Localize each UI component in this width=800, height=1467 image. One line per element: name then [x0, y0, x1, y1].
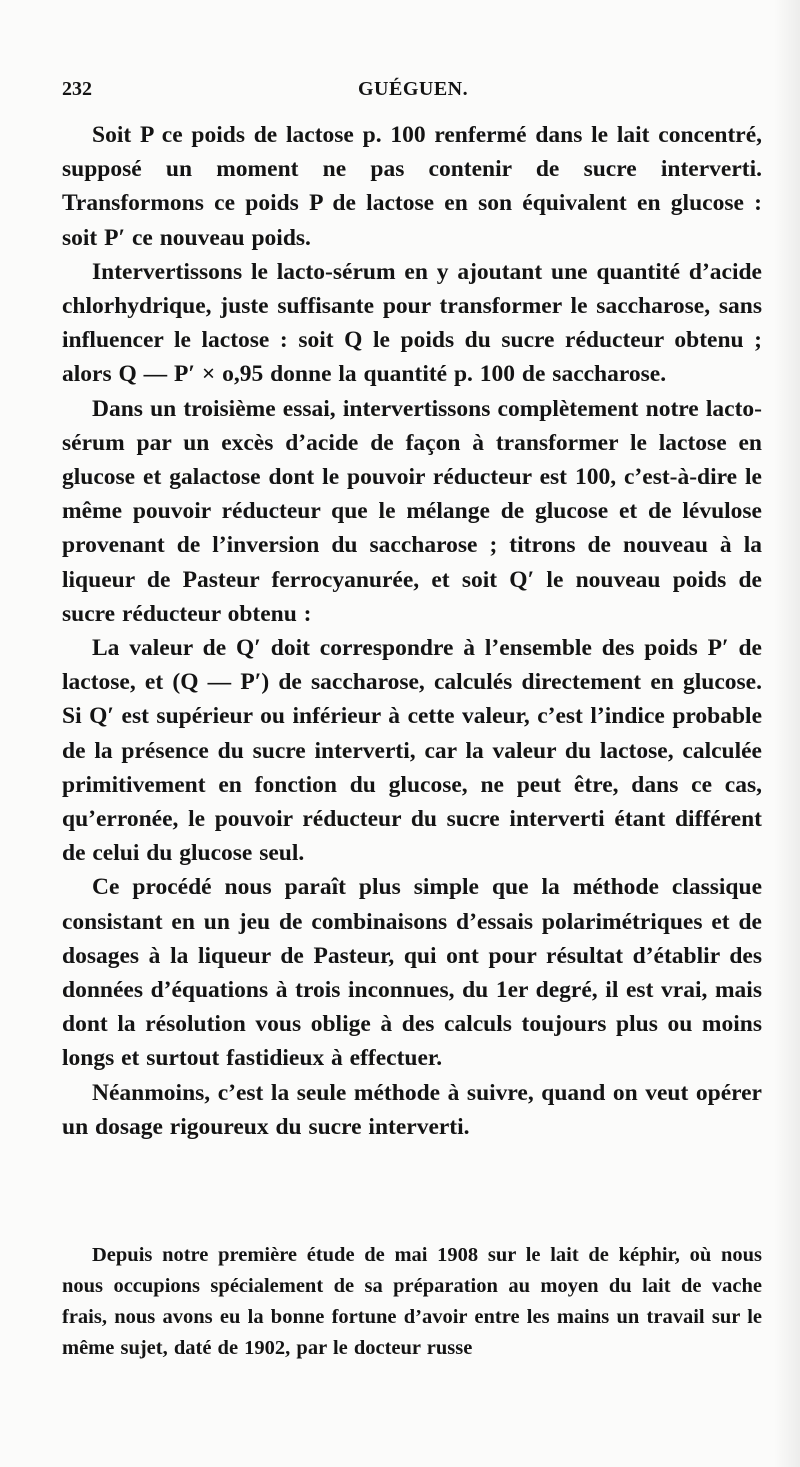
running-header [62, 78, 762, 108]
footnote [62, 1240, 762, 1364]
running-title: GUÉGUEN. [358, 78, 469, 100]
paragraph-1: Soit P ce poids de lactose p. 100 renfermé dans le lait concentré, supposé un moment ne pas contenir de sucre interverti. Transformons ce poids P de lactose en son équivalent en glucose : soit P′ ce nouveau poids. [62, 122, 762, 251]
body-text [62, 118, 762, 1144]
paragraph-4: La valeur de Q′ doit correspondre à l’ensemble des poids P′ de lactose, et (Q — P′) de saccharose, calculés directement en glucose. Si Q′ est supérieur ou inférieur à cette valeur, c’est l’indice probable de la présence du sucre interverti, car la valeur du lactose, calculée primitivement en fonction du glucose, ne peut être, dans ce cas, qu’erronée, le pouvoir réducteur du sucre interverti étant différent de celui du glucose seul. [62, 635, 762, 867]
book-page [62, 0, 762, 1467]
paragraph-6: Néanmoins, c’est la seule méthode à suivre, quand on veut opérer un dosage rigoureux du sucre interverti. [62, 1079, 762, 1140]
paragraph-5: Ce procédé nous paraît plus simple que la méthode classique consistant en un jeu de combinaisons d’essais polarimétriques et de dosages à la liqueur de Pasteur, qui ont pour résultat d’établir des données d’équations à trois inconnues, du 1er degré, il est vrai, mais dont la résolution vous oblige à des calculs toujours plus ou moins longs et surtout fastidieux à effectuer. [62, 874, 762, 1072]
paragraph-3: Dans un troisième essai, intervertissons complètement notre lacto-sérum par un excès d’acide de façon à transformer le lactose en glucose et galactose dont le pouvoir réducteur est 100, c’est-à-dire le même pouvoir réducteur que le mélange de glucose et de lévulose provenant de l’inversion du saccharose ; titrons de nouveau à la liqueur de Pasteur ferrocyanurée, et soit Q′ le nouveau poids de sucre réducteur obtenu : [62, 395, 762, 627]
page-edge-shadow [774, 0, 800, 1467]
footnote-text: Depuis notre première étude de mai 1908 sur le lait de képhir, où nous nous occupions spécialement de sa préparation au moyen du lait de vache frais, nous avons eu la bonne fortune d’avoir entre les mains un travail sur le même sujet, daté de 1902, par le docteur russe [62, 1244, 762, 1359]
paragraph-2: Intervertissons le lacto-sérum en y ajoutant une quantité d’acide chlorhydrique, juste suffisante pour transformer le saccharose, sans influencer le lactose : soit Q le poids du sucre réducteur obtenu ; alors Q — P′ × o,95 donne la quantité p. 100 de saccharose. [62, 258, 762, 388]
page-number: 232 [62, 78, 92, 100]
